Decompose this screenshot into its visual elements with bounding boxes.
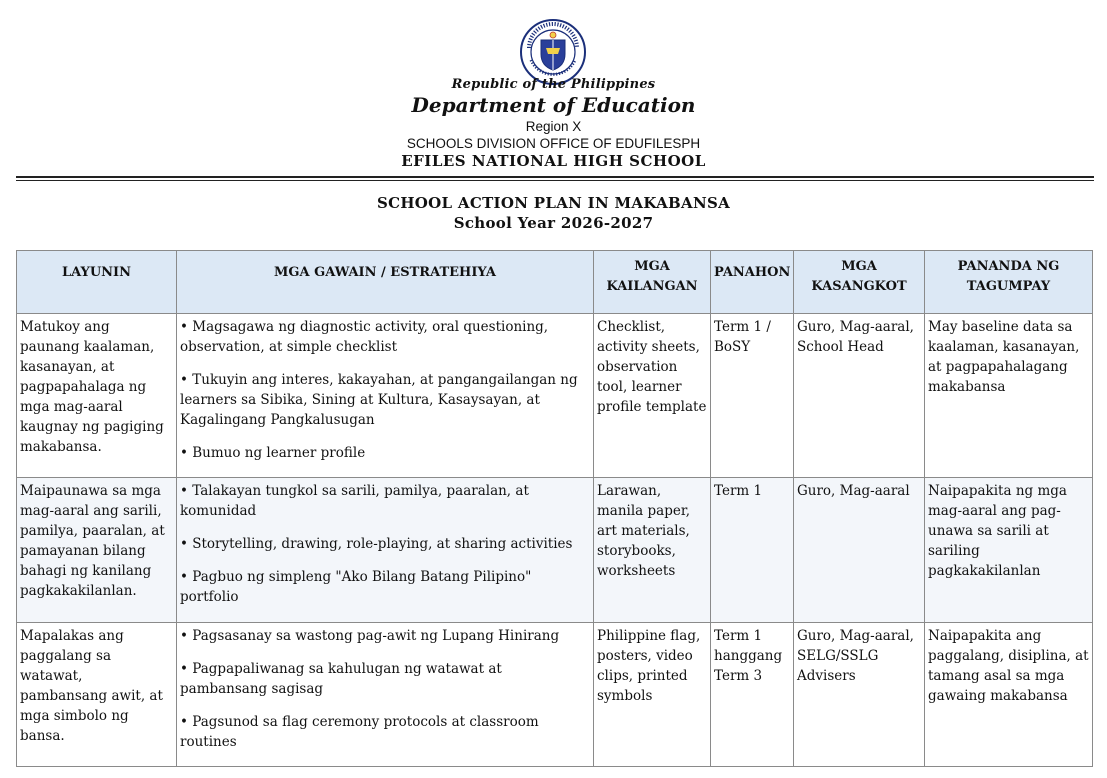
school-year: School Year 2026-2027 xyxy=(453,214,654,232)
deped-seal-logo xyxy=(519,18,587,86)
department-name: Department of Education xyxy=(411,93,696,117)
cell-panahon: Term 1 / BoSY xyxy=(711,314,794,478)
cell-panahon: Term 1 xyxy=(711,478,794,623)
document-title: SCHOOL ACTION PLAN IN MAKABANSA xyxy=(376,194,731,212)
table-row xyxy=(17,623,1093,767)
school-name: EFILES NATIONAL HIGH SCHOOL xyxy=(401,152,706,170)
header-kasangkot: MGA KASANGKOT xyxy=(794,251,925,314)
header-divider-thick xyxy=(16,176,1094,178)
cell-layunin: Maipaunawa sa mga mag-aaral ang sarili, pamilya, paaralan, at pamayanan bilang bahagi ng kanilang pagkakakilanlan. xyxy=(17,478,177,623)
header-divider-thin xyxy=(16,180,1094,181)
cell-layunin: Mapalakas ang paggalang sa watawat, pambansang awit, at mga simbolo ng bansa. xyxy=(17,623,177,767)
table-row xyxy=(17,478,1093,623)
region-line: Region X xyxy=(525,119,582,134)
cell-kasangkot: Guro, Mag-aaral xyxy=(794,478,925,623)
cell-gawain xyxy=(177,623,594,767)
cell-kailangan: Checklist, activity sheets, observation tool, learner profile template xyxy=(594,314,711,478)
activity-item: • Pagbuo ng simpleng "Ako Bilang Batang Pilipino" portfolio xyxy=(180,569,532,605)
cell-kasangkot: Guro, Mag-aaral, School Head xyxy=(794,314,925,478)
activity-item: • Pagpapaliwanag sa kahulugan ng watawat at pambansang sagisag xyxy=(180,661,502,697)
header-pananda: PANANDA NG TAGUMPAY xyxy=(925,251,1093,314)
table-header-row xyxy=(17,251,1093,314)
table-row xyxy=(17,314,1093,478)
activity-item: • Talakayan tungkol sa sarili, pamilya, paaralan, at komunidad xyxy=(180,483,529,519)
division-line: SCHOOLS DIVISION OFFICE OF EDUFILESPH xyxy=(406,136,701,151)
header-panahon: PANAHON xyxy=(711,251,794,314)
cell-pananda: Naipapakita ng mga mag-aaral ang pag-unawa sa sarili at sariling pagkakakilanlan xyxy=(925,478,1093,623)
activity-item: • Bumuo ng learner profile xyxy=(180,445,366,461)
republic-line: Republic of the Philippines xyxy=(451,77,656,92)
activity-item: • Pagsasanay sa wastong pag-awit ng Lupang Hinirang xyxy=(180,628,560,644)
cell-panahon: Term 1 hanggang Term 3 xyxy=(711,623,794,767)
header-gawain: MGA GAWAIN / ESTRATEHIYA xyxy=(177,251,594,314)
action-plan-table xyxy=(16,250,1093,767)
cell-kailangan: Philippine flag, posters, video clips, printed symbols xyxy=(594,623,711,767)
cell-pananda: May baseline data sa kaalaman, kasanayan, at pagpapahalagang makabansa xyxy=(925,314,1093,478)
header-kailangan: MGA KAILANGAN xyxy=(594,251,711,314)
header-layunin: LAYUNIN xyxy=(17,251,177,314)
activity-item: • Pagsunod sa flag ceremony protocols at classroom routines xyxy=(180,714,539,750)
cell-gawain xyxy=(177,314,594,478)
cell-gawain xyxy=(177,478,594,623)
activity-item: • Storytelling, drawing, role-playing, at sharing activities xyxy=(180,536,573,552)
cell-layunin: Matukoy ang paunang kaalaman, kasanayan, at pagpapahalaga ng mga mag-aaral kaugnay ng pagiging makabansa. xyxy=(17,314,177,478)
cell-kailangan: Larawan, manila paper, art materials, storybooks, worksheets xyxy=(594,478,711,623)
activity-item: • Tukuyin ang interes, kakayahan, at pangangailangan ng learners sa Sibika, Sining at Kultura, Kasaysayan, at Kagalingang Pangkalusugan xyxy=(180,372,578,428)
activity-item: • Magsagawa ng diagnostic activity, oral questioning, observation, at simple checklist xyxy=(180,319,549,355)
cell-kasangkot: Guro, Mag-aaral, SELG/SSLG Advisers xyxy=(794,623,925,767)
cell-pananda: Naipapakita ang paggalang, disiplina, at tamang asal sa mga gawaing makabansa xyxy=(925,623,1093,767)
